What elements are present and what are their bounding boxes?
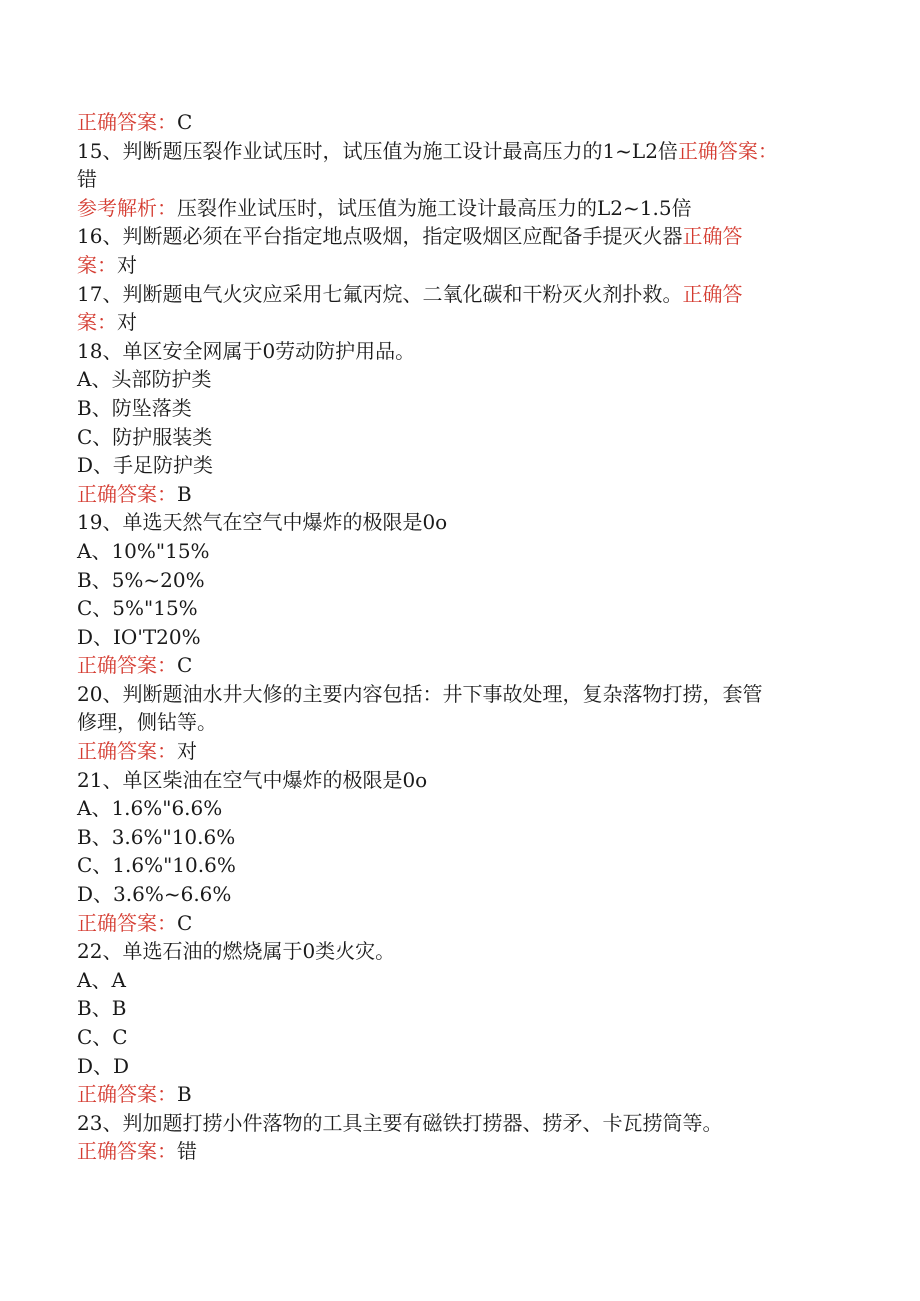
- text-segment: 18、单区安全网属于0劳动防护用品。: [77, 338, 416, 363]
- text-line: [77, 251, 822, 280]
- text-line: [77, 1109, 822, 1138]
- text-segment: 20、判断题油水井大修的主要内容包括：井下事故处理，复杂落物打捞，套管: [77, 681, 763, 706]
- text-line: [77, 508, 822, 537]
- text-line: [77, 280, 822, 309]
- text-segment: C、1.6%"10.6%: [77, 853, 236, 878]
- text-line: [77, 680, 822, 709]
- text-line: [77, 137, 822, 166]
- text-segment: C: [177, 110, 193, 134]
- text-segment: C: [177, 653, 193, 678]
- text-segment: A、A: [77, 967, 126, 992]
- text-line: [77, 222, 822, 251]
- text-segment: 对: [117, 310, 137, 335]
- text-segment: 修理，侧钻等。: [77, 710, 217, 735]
- text-segment: 错: [77, 167, 97, 192]
- answer-label: 正确答案：: [77, 653, 177, 678]
- answer-label: 正确答: [682, 281, 743, 306]
- text-line: [77, 1080, 822, 1109]
- text-line: [77, 623, 822, 652]
- text-segment: 压裂作业试压时，试压值为施工设计最高压力的L2~1.5倍: [177, 195, 692, 220]
- text-line: [77, 1052, 822, 1081]
- text-segment: 17、判断题电气火灾应采用七氟丙烷、二氧化碳和干粉灭火剂扑救。: [77, 281, 683, 306]
- text-segment: B: [177, 1082, 192, 1107]
- answer-label: 案：: [77, 310, 117, 335]
- answer-label: 正确答案：: [77, 110, 177, 134]
- text-segment: A、头部防护类: [77, 367, 212, 392]
- text-segment: C: [177, 910, 193, 935]
- text-segment: B、3.6%"10.6%: [77, 824, 236, 849]
- text-segment: 22、单选石油的燃烧属于0类火灾。: [77, 939, 396, 964]
- text-segment: B、5%~20%: [77, 567, 205, 592]
- text-segment: 对: [117, 252, 137, 277]
- text-segment: 对: [177, 739, 197, 764]
- text-line: [77, 165, 822, 194]
- text-segment: D、手足防护类: [77, 453, 214, 478]
- answer-label: 正确答案：: [77, 739, 177, 764]
- text-line: [77, 594, 822, 623]
- answer-label: 正确答: [682, 224, 743, 249]
- text-line: [77, 966, 822, 995]
- text-line: [77, 537, 822, 566]
- text-segment: 15、判断题压裂作业试压时，试压值为施工设计最高压力的1~L2倍: [77, 138, 678, 163]
- text-segment: C、C: [77, 1025, 128, 1049]
- text-line: [77, 708, 822, 737]
- text-line: [77, 451, 822, 480]
- text-segment: C、5%"15%: [77, 596, 198, 621]
- text-segment: D、IO'T20%: [77, 624, 201, 649]
- text-segment: A、1.6%"6.6%: [77, 796, 223, 821]
- text-segment: 16、判断题必须在平台指定地点吸烟，指定吸烟区应配备手提灭火器: [77, 224, 683, 249]
- text-segment: A、10%"15%: [77, 538, 210, 563]
- text-segment: 23、判加题打捞小件落物的工具主要有磁铁打捞器、捞矛、卡瓦捞筒等。: [77, 1110, 723, 1135]
- text-line: [77, 823, 822, 852]
- text-segment: 21、单区柴油在空气中爆炸的极限是0o: [77, 767, 428, 792]
- text-line: [77, 337, 822, 366]
- text-line: [77, 909, 822, 938]
- answer-label: 正确答案：: [677, 138, 778, 163]
- answer-label: 正确答案：: [77, 1082, 177, 1107]
- text-line: [77, 480, 822, 509]
- text-line: [77, 766, 822, 795]
- text-line: [77, 308, 822, 337]
- text-segment: B: [177, 481, 192, 506]
- text-line: [77, 566, 822, 595]
- text-line: [77, 737, 822, 766]
- text-segment: C、防护服装类: [77, 424, 213, 449]
- text-line: [77, 880, 822, 909]
- text-segment: D、3.6%~6.6%: [77, 882, 232, 907]
- text-segment: B、B: [77, 996, 127, 1021]
- text-line: [77, 394, 822, 423]
- text-line: [77, 994, 822, 1023]
- answer-label: 参考解析：: [77, 195, 177, 220]
- text-line: [77, 108, 822, 137]
- document-body: [77, 108, 822, 1166]
- answer-label: 正确答案：: [77, 481, 177, 506]
- text-line: [77, 194, 822, 223]
- text-line: [77, 1023, 822, 1052]
- text-line: [77, 423, 822, 452]
- text-line: [77, 365, 822, 394]
- text-segment: 错: [177, 1139, 197, 1164]
- text-segment: 19、单选天然气在空气中爆炸的极限是0o: [77, 510, 448, 535]
- text-line: [77, 651, 822, 680]
- answer-label: 案：: [77, 252, 117, 277]
- text-segment: B、防坠落类: [77, 395, 192, 420]
- answer-label: 正确答案：: [77, 910, 177, 935]
- text-line: [77, 794, 822, 823]
- text-line: [77, 851, 822, 880]
- text-segment: D、D: [77, 1053, 130, 1078]
- answer-label: 正确答案：: [77, 1139, 177, 1164]
- text-line: [77, 937, 822, 966]
- text-line: [77, 1137, 822, 1166]
